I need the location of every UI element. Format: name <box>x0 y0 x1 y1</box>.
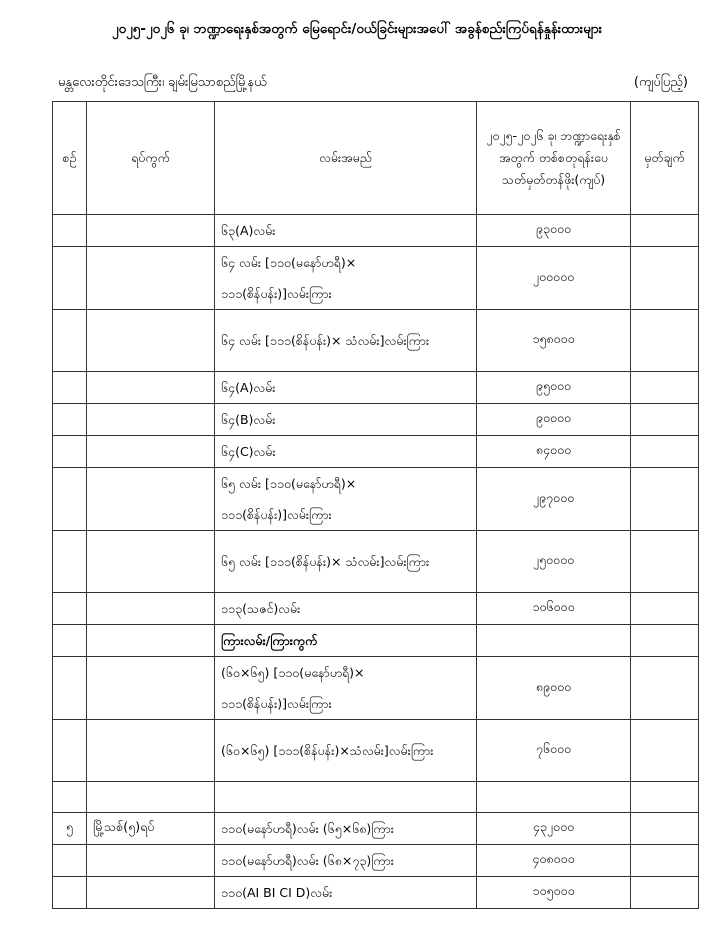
table-row <box>53 372 699 404</box>
price-value: ၂၀၀၀၀၀ <box>477 247 631 310</box>
row-number <box>53 657 87 720</box>
row-number <box>53 436 87 468</box>
street-name: ၁၁၀(မနော်ဟရီ)လမ်း (၆၅×၆၈)ကြား <box>215 813 477 845</box>
price-value: ၄၀၈၀၀၀ <box>477 845 631 877</box>
row-number <box>53 593 87 625</box>
price-value <box>477 625 631 657</box>
street-name: ၆၄(C)လမ်း <box>215 436 477 468</box>
table-row <box>53 877 699 909</box>
street-name: ၁၁၀(AI BI CI D)လမ်း <box>215 877 477 909</box>
ward-name <box>87 877 215 909</box>
remark-cell <box>631 247 699 310</box>
street-name: ကြားလမ်း/ကြားကွက် <box>215 625 477 657</box>
remark-cell <box>631 720 699 782</box>
ward-name <box>87 310 215 372</box>
header-price: ၂၀၂၅-၂၀၂၆ ခု၊ ဘဏ္ဍာရေးနှစ်အတွက် တစ်စတုရန်းပေ သတ်မှတ်တန်ဖိုး(ကျပ်) <box>477 102 631 215</box>
price-value: ၉၃၀၀၀ <box>477 215 631 247</box>
ward-name <box>87 625 215 657</box>
location-line <box>58 74 698 93</box>
row-number <box>53 531 87 593</box>
street-name: ၆၄(B)လမ်း <box>215 404 477 436</box>
street-name: (၆၀×၆၅) [၁၁၀(မနော်ဟရီ)× ၁၁၁(စိန်ပန်း)]လမ်းကြား <box>215 657 477 720</box>
table-header-row <box>53 102 699 215</box>
street-name: ၆၄(A)လမ်း <box>215 372 477 404</box>
row-number: ၅ <box>53 813 87 845</box>
row-number <box>53 372 87 404</box>
table-row <box>53 813 699 845</box>
street-name: ၆၅ လမ်း [၁၁၁(စိန်ပန်း)× သံလမ်း]လမ်းကြား <box>215 531 477 593</box>
ward-name <box>87 657 215 720</box>
price-value: ၉၀၀၀၀ <box>477 404 631 436</box>
price-value <box>477 782 631 813</box>
header-street: လမ်းအမည် <box>215 102 477 215</box>
price-value: ၁၀၅၀၀၀ <box>477 877 631 909</box>
price-value: ၂၉၇၀၀၀ <box>477 468 631 531</box>
remark-cell <box>631 813 699 845</box>
street-name: ၁၁၃(သဇင်)လမ်း <box>215 593 477 625</box>
ward-name <box>87 593 215 625</box>
table-row <box>53 657 699 720</box>
price-value: ၈၉၀၀၀ <box>477 657 631 720</box>
street-name: (၆၀×၆၅) [၁၁၁(စိန်ပန်း)×သံလမ်း]လမ်းကြား <box>215 720 477 782</box>
remark-cell <box>631 310 699 372</box>
ward-name: မြို့သစ်(၅)ရပ် <box>87 813 215 845</box>
price-value: ၄၃၂၀၀၀ <box>477 813 631 845</box>
table-row <box>53 310 699 372</box>
ward-name <box>87 436 215 468</box>
street-name: ၆၄ လမ်း [၁၁၁(စိန်ပန်း)× သံလမ်း]လမ်းကြား <box>215 310 477 372</box>
table-row <box>53 782 699 813</box>
ward-name <box>87 468 215 531</box>
remark-cell <box>631 657 699 720</box>
ward-name <box>87 720 215 782</box>
price-table <box>52 101 699 909</box>
table-row <box>53 215 699 247</box>
row-number <box>53 310 87 372</box>
unit-label: (ကျပ်ပြည့်) <box>633 75 688 90</box>
price-value: ၉၅၀၀၀ <box>477 372 631 404</box>
row-number <box>53 468 87 531</box>
street-name: ၁၁၀(မနော်ဟရီ)လမ်း (၆၈×၇၃)ကြား <box>215 845 477 877</box>
street-name <box>215 782 477 813</box>
ward-name <box>87 372 215 404</box>
remark-cell <box>631 215 699 247</box>
table-row <box>53 625 699 657</box>
row-number <box>53 877 87 909</box>
header-ward: ရပ်ကွက် <box>87 102 215 215</box>
table-row <box>53 531 699 593</box>
street-name: ၆၄ လမ်း [၁၁၀(မနော်ဟရီ)× ၁၁၁(စိန်ပန်း)]လမ်းကြား <box>215 247 477 310</box>
header-remark: မှတ်ချက် <box>631 102 699 215</box>
remark-cell <box>631 436 699 468</box>
price-value: ၁၅၈၀၀၀ <box>477 310 631 372</box>
remark-cell <box>631 877 699 909</box>
row-number <box>53 845 87 877</box>
remark-cell <box>631 625 699 657</box>
ward-name <box>87 782 215 813</box>
table-row <box>53 720 699 782</box>
remark-cell <box>631 372 699 404</box>
table-row <box>53 468 699 531</box>
ward-name <box>87 531 215 593</box>
table-row <box>53 593 699 625</box>
row-number <box>53 625 87 657</box>
document-title: ၂၀၂၅-၂၀၂၆ ခု၊ ဘဏ္ဍာရေးနှစ်အတွက် မြေရောင်း/ဝယ်ခြင်းများအပေါ် အခွန်စည်းကြပ်ရန်နှုန်းထားများ <box>111 21 603 37</box>
remark-cell <box>631 531 699 593</box>
table-body <box>53 215 699 909</box>
row-number <box>53 720 87 782</box>
table-row <box>53 404 699 436</box>
price-value: ၈၄၀၀၀ <box>477 436 631 468</box>
ward-name <box>87 845 215 877</box>
price-value: ၂၅၀၀၀၀ <box>477 531 631 593</box>
region-label: မန္တလေးတိုင်းဒေသကြီး၊ ချမ်းမြသာစည်မြို့နယ် <box>58 75 267 90</box>
row-number <box>53 247 87 310</box>
row-number <box>53 782 87 813</box>
remark-cell <box>631 468 699 531</box>
table-row <box>53 845 699 877</box>
table-row <box>53 436 699 468</box>
price-value: ၁၀၆၀၀၀ <box>477 593 631 625</box>
remark-cell <box>631 593 699 625</box>
street-name: ၆၃(A)လမ်း <box>215 215 477 247</box>
row-number <box>53 215 87 247</box>
price-value: ၇၆၀၀၀ <box>477 720 631 782</box>
street-name: ၆၅ လမ်း [၁၁၀(မနော်ဟရီ)× ၁၁၁(စိန်ပန်း)]လမ်းကြား <box>215 468 477 531</box>
remark-cell <box>631 404 699 436</box>
remark-cell <box>631 782 699 813</box>
ward-name <box>87 404 215 436</box>
row-number <box>53 404 87 436</box>
ward-name <box>87 215 215 247</box>
table-row <box>53 247 699 310</box>
remark-cell <box>631 845 699 877</box>
ward-name <box>87 247 215 310</box>
header-no: စဉ် <box>53 102 87 215</box>
